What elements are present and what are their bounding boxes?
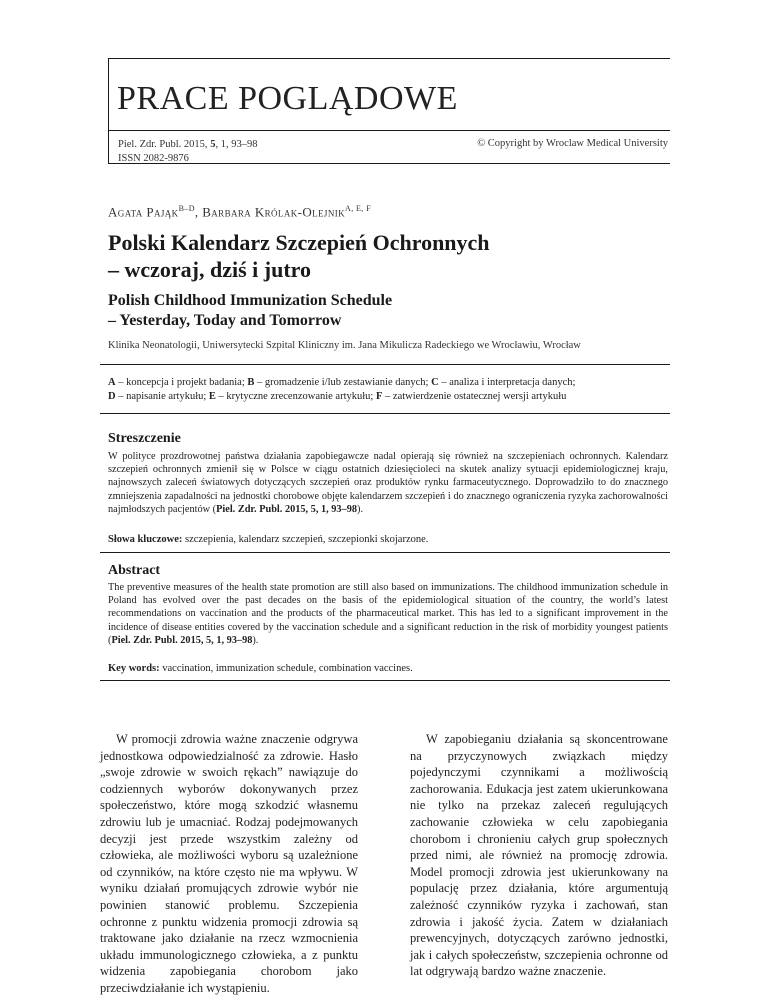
divider: [100, 552, 670, 553]
citation-prefix: Piel. Zdr. Publ. 2015,: [118, 139, 211, 150]
author-name: Barbara Królak-Olejnik: [202, 204, 346, 220]
body-paragraph: W zapobieganiu działania są skoncentrowane na przyczynowych związkach między pojedynczymi czynnikami a możliwością zachorowania. Edukacja jest zatem ukierunkowana nie tylko na przekaz zaleceń regulujących zachowanie człowieka w celu zapobiegania chorobom i chronieniu całych grup społecznych przed nimi, ale również na promocję zdrowia. Model promocji zdrowia jest ukierunkowany na populację przez działania, które argumentują zależność czynników ryzyka i zachowań, stan zdrowia i jakość życia. Zatem w działaniach prewencyjnych, dotyczących zarówno jednostki, jak i całych społeczeństw, szczepienia ochronne od lat odgrywają bardzo ważne znaczenie.: [410, 732, 668, 979]
keywords-list: szczepienia, kalendarz szczepień, szczepionki skojarzone.: [182, 534, 429, 545]
streszczenie-text: [108, 450, 668, 516]
citation-suffix: , 1, 93–98: [215, 139, 258, 150]
divider: [100, 680, 670, 681]
copyright-notice: © Copyright by Wroclaw Medical University: [477, 138, 668, 149]
title-line: – wczoraj, dziś i jutro: [108, 257, 312, 282]
author-contribution-sup: A, E, F: [345, 204, 371, 213]
contribution-text: – napisanie artykułu;: [115, 391, 209, 402]
contribution-text: – zatwierdzenie ostatecznej wersji artykułu: [382, 391, 567, 402]
contribution-text: – gromadzenie i/lub zestawianie danych;: [254, 377, 432, 388]
title-line: Polish Childhood Immunization Schedule: [108, 292, 393, 309]
abstract-end: ).: [252, 634, 259, 646]
body-column-right: [410, 731, 668, 980]
contribution-text: – koncepcja i projekt badania;: [115, 377, 248, 388]
article-title-english: [108, 291, 668, 331]
contribution-letter: C: [431, 377, 439, 388]
streszczenie-body: W polityce prozdrowotnej państwa działania zapobiegawcze nadal opierają się również na szczepieniach ochronnych. Kalendarz szczepień ochronnych zmienił się w Polsce w ciągu ostatnich dziesięcioleci na skutek analizy sytuacji epidemiologicznej kraju, najnowszych zaleceń światowych dotyczących szczepień oraz produktów rynku farmaceutycznego. Doprowadziło to do znacznego zmniejszenia zapadalności na jednostki chorobowe objęte kalendarzem szczepień i do znacznego ograniczenia ryzyka zachorowalności najmłodszych pacjentów (: [108, 451, 668, 515]
contribution-letter: E: [208, 391, 216, 402]
header-divider: [108, 130, 670, 131]
divider: [100, 413, 670, 414]
streszczenie-heading: Streszczenie: [108, 431, 181, 446]
author-separator: ,: [194, 204, 203, 220]
divider: [100, 364, 670, 365]
authors-line: [108, 204, 371, 220]
contribution-letter: D: [108, 391, 116, 402]
abstract-heading: Abstract: [108, 563, 161, 578]
article-title-polish: [108, 229, 668, 283]
keywords-label: Key words:: [108, 663, 160, 674]
body-column-left: [100, 731, 358, 997]
journal-citation: [118, 138, 257, 166]
title-line: – Yesterday, Today and Tomorrow: [108, 312, 342, 329]
citation-line: [118, 138, 257, 152]
body-paragraph: W promocji zdrowia ważne znaczenie odgrywa jednostkowa odpowiedzialność za zdrowie. Hasło „swoje zdrowie w swoich rękach” nawiązuje do codziennych wyborów dokonywanych przez społeczeństwo, które mogą szkodzić własnemu zdrowiu lub je umacniać. Rodzaj podejmowanych decyzji jest przede wszystkim zależny od człowieka, ale możliwości wyboru są uzależnione od czynników, na które często nie ma wpływu. W wyniku działań promujących zdrowie wybór nie powinien stanowić problemu. Szczepienia ochronne z punktu widzenia promocji zdrowia są traktowane jako działanie na rzecz wzmocnienia układu immunologicznego człowieka, a z punktu widzenia zapobiegania chorobom jako przeciwdziałanie ich wystąpieniu.: [100, 732, 358, 995]
author-contribution-sup: B–D: [178, 204, 195, 213]
streszczenie-citation: Piel. Zdr. Publ. 2015, 5, 1, 93–98: [216, 503, 358, 515]
contribution-letter: F: [375, 391, 383, 402]
contribution-text: – krytyczne zrecenzowanie artykułu;: [215, 391, 376, 402]
contribution-text: – analiza i interpretacja danych;: [438, 377, 576, 388]
keywords-polish: [108, 534, 428, 545]
contributions-legend: [108, 376, 668, 404]
citation-volume: 5: [210, 139, 216, 150]
affiliation: Klinika Neonatologii, Uniwersytecki Szpital Kliniczny im. Jana Mikulicza Radeckiego we Wrocławiu, Wrocław: [108, 340, 581, 351]
section-title: PRACE POGLĄDOWE: [117, 80, 458, 117]
abstract-citation: Piel. Zdr. Publ. 2015, 5, 1, 93–98: [111, 634, 253, 646]
contributions-line: [108, 376, 668, 390]
abstract-body: The preventive measures of the health state promotion are still also based on immunizations. The childhood immunization schedule in Poland has evolved over the past decades on the basis of the epidemiological situation of the country, the world’s latest recommendations on vaccination and the products of the pharmaceutical market. This has led to a significant improvement in the incidence of disease entities covered by the vaccination schedule and a significant reduction in the risk of morbidity youngest patients (: [108, 582, 668, 646]
issn: ISSN 2082-9876: [118, 153, 189, 164]
title-line: Polski Kalendarz Szczepień Ochronnych: [108, 230, 490, 255]
keywords-english: [108, 663, 413, 674]
keywords-label: Słowa kluczowe:: [108, 534, 183, 545]
author-name: Agata Pająk: [108, 204, 179, 220]
keywords-list: vaccination, immunization schedule, combination vaccines.: [159, 663, 413, 674]
contributions-line: [108, 390, 668, 404]
contribution-letter: B: [247, 377, 255, 388]
abstract-text: [108, 581, 668, 647]
contribution-letter: A: [108, 377, 116, 388]
streszczenie-end: ).: [357, 503, 364, 515]
